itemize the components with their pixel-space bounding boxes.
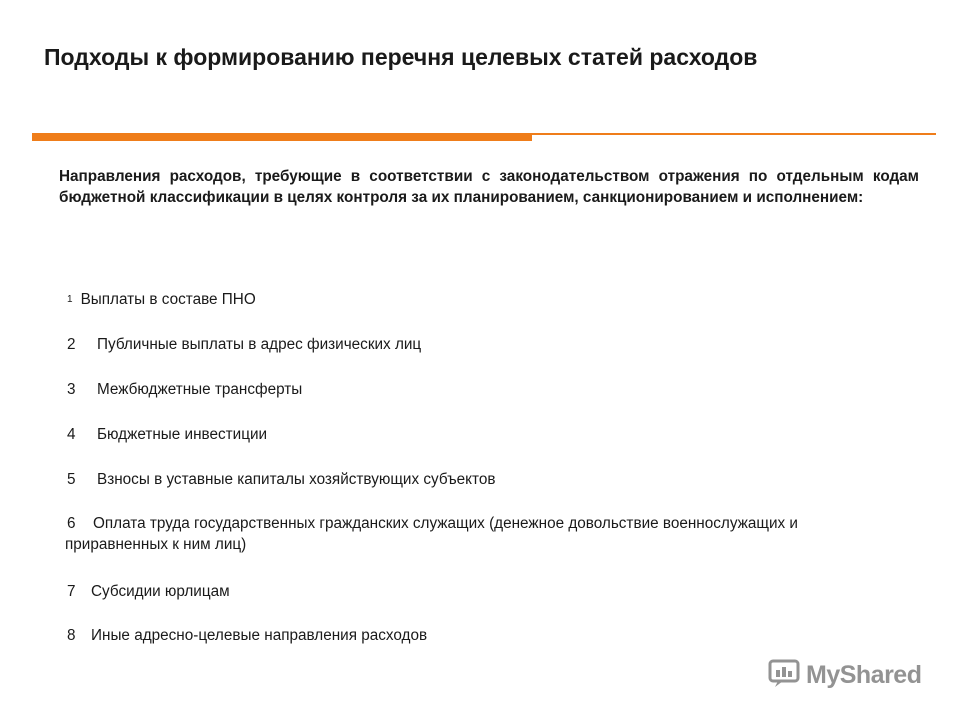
item-number: 7 <box>67 583 76 600</box>
item-text: Оплата труда государственных гражданских служащих (денежное довольствие военнослужащих и приравненных к ним лиц) <box>65 515 798 553</box>
list-item <box>67 424 267 445</box>
myshared-logo-icon <box>768 658 800 693</box>
intro-paragraph: Направления расходов, требующие в соответствии с законодательством отражения по отдельным кодам бюджетной классификации в целях контроля за их планированием, санкционированием и исполнением: <box>59 168 919 206</box>
slide-title: Подходы к формированию перечня целевых статей расходов <box>44 44 758 70</box>
item-number: 4 <box>67 426 76 443</box>
item-text: Межбюджетные трансферты <box>97 381 303 398</box>
list-item <box>67 625 427 646</box>
item-text: Выплаты в составе ПНО <box>80 291 256 308</box>
item-text: Бюджетные инвестиции <box>97 426 268 443</box>
item-number: 1 <box>67 294 73 305</box>
list-item <box>65 513 825 555</box>
item-text: Публичные выплаты в адрес физических лиц <box>97 336 422 353</box>
item-number: 8 <box>67 627 76 644</box>
item-text: Иные адресно-целевые направления расходов <box>91 627 428 644</box>
item-number: 3 <box>67 381 76 398</box>
list-item <box>67 334 421 355</box>
item-number: 2 <box>67 336 76 353</box>
myshared-watermark <box>768 660 921 690</box>
item-text: Субсидии юрлицам <box>91 583 230 600</box>
accent-bar <box>32 134 532 141</box>
item-text: Взносы в уставные капиталы хозяйствующих субъектов <box>97 471 496 488</box>
list-item <box>67 379 302 400</box>
item-number: 6 <box>67 515 76 532</box>
watermark-text: MyShared <box>806 660 922 689</box>
list-item <box>67 581 230 602</box>
list-item <box>67 469 495 490</box>
list-item <box>67 289 256 310</box>
item-number: 5 <box>67 471 76 488</box>
